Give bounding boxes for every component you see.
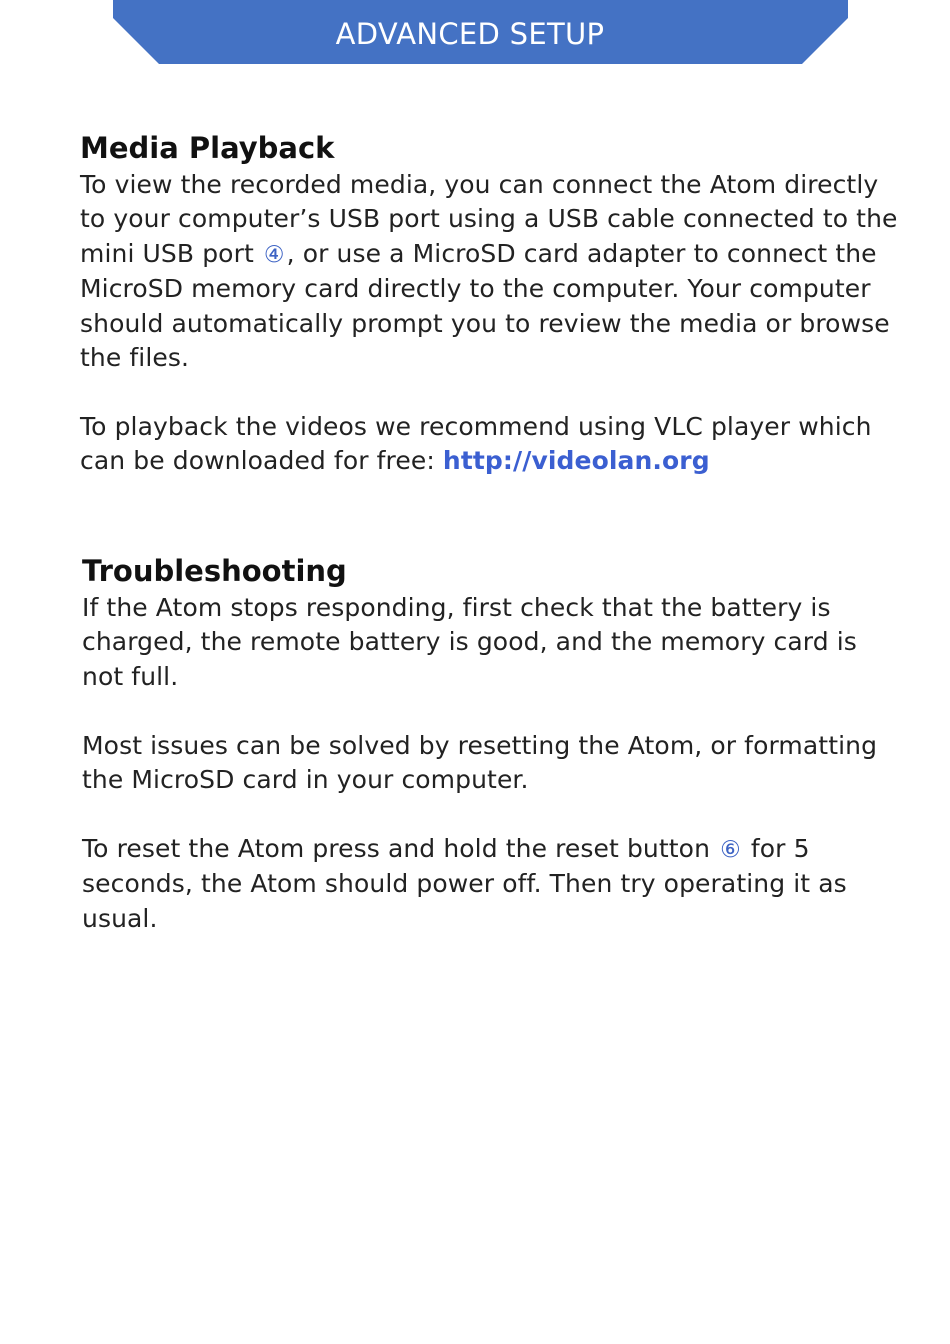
media-p1-text-b: , or use a MicroSD card adapter to connect the MicroSD memory card directly to the computer. Your computer should automatically prompt you to review the media or browse the files. [80,238,890,373]
troubleshooting-paragraph-3 [82,832,902,936]
media-playback-paragraph-1 [80,168,900,375]
troubleshooting-section [82,551,902,936]
videolan-link[interactable]: http://videolan.org [442,446,710,476]
media-p2-text: To playback the videos we recommend using VLC player which can be downloaded for free: [80,411,872,476]
media-playback-heading: Media Playback [80,131,335,165]
circled-number-4-marker: ④ [263,241,285,268]
media-p1-text-a: To view the recorded media, you can connect the Atom directly to your computer’s USB port using a USB cable connected to the mini USB port [80,170,898,268]
troubleshooting-paragraph-1: If the Atom stops responding, first check that the battery is charged, the remote battery is good, and the memory card is not full. [82,593,857,691]
troubleshooting-paragraph-2: Most issues can be solved by resetting the Atom, or formatting the MicroSD card in your computer. [82,730,878,795]
circled-number-6-marker: ⑥ [720,836,741,863]
trouble-p3-text-a: To reset the Atom press and hold the reset button [82,833,719,863]
trouble-p3-text-b: for 5 seconds, the Atom should power off. Then try operating it as usual. [82,833,847,933]
media-playback-section [80,128,900,479]
media-playback-paragraph-2 [80,410,900,479]
troubleshooting-heading: Troubleshooting [82,554,347,588]
banner-title: ADVANCED SETUP [335,17,605,51]
header-banner [0,0,950,64]
